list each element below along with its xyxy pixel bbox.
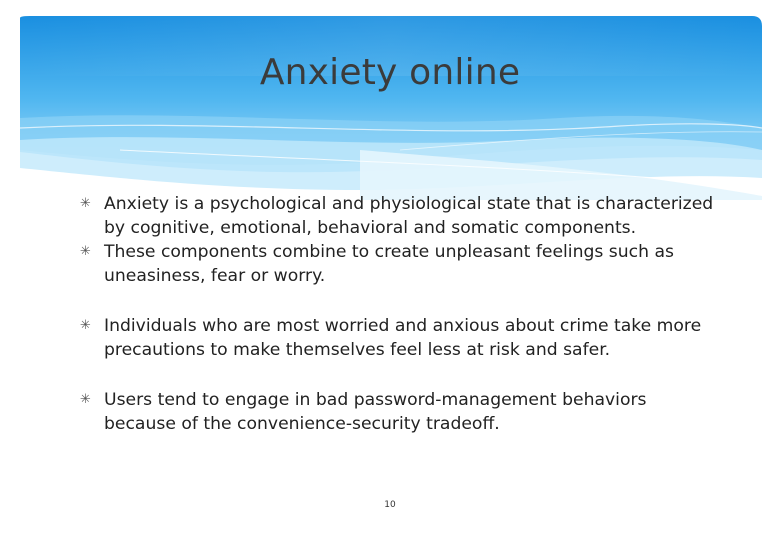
asterisk-bullet-icon: ✳: [80, 392, 91, 407]
bullet-text: Individuals who are most worried and anxious about crime take more precautions to make themselves feel less at risk and safer.: [104, 316, 702, 360]
bullet-item: [80, 192, 720, 240]
page-number: 10: [384, 500, 396, 510]
asterisk-bullet-icon: ✳: [80, 196, 91, 211]
bullet-item: [80, 240, 720, 288]
asterisk-bullet-icon: ✳: [80, 244, 91, 259]
bullet-item: [80, 314, 720, 362]
header-wave-decoration: [0, 0, 780, 200]
bullet-text: Users tend to engage in bad password-management behaviors because of the convenience-security tradeoff.: [104, 390, 647, 434]
bullet-list: [80, 192, 720, 436]
asterisk-bullet-icon: ✳: [80, 318, 91, 333]
bullet-item: [80, 388, 720, 436]
bullet-text: Anxiety is a psychological and physiological state that is characterized by cognitive, emotional, behavioral and somatic components.: [104, 194, 714, 238]
slide-title: Anxiety online: [259, 52, 521, 93]
bullet-text: These components combine to create unpleasant feelings such as uneasiness, fear or worry.: [104, 242, 674, 286]
